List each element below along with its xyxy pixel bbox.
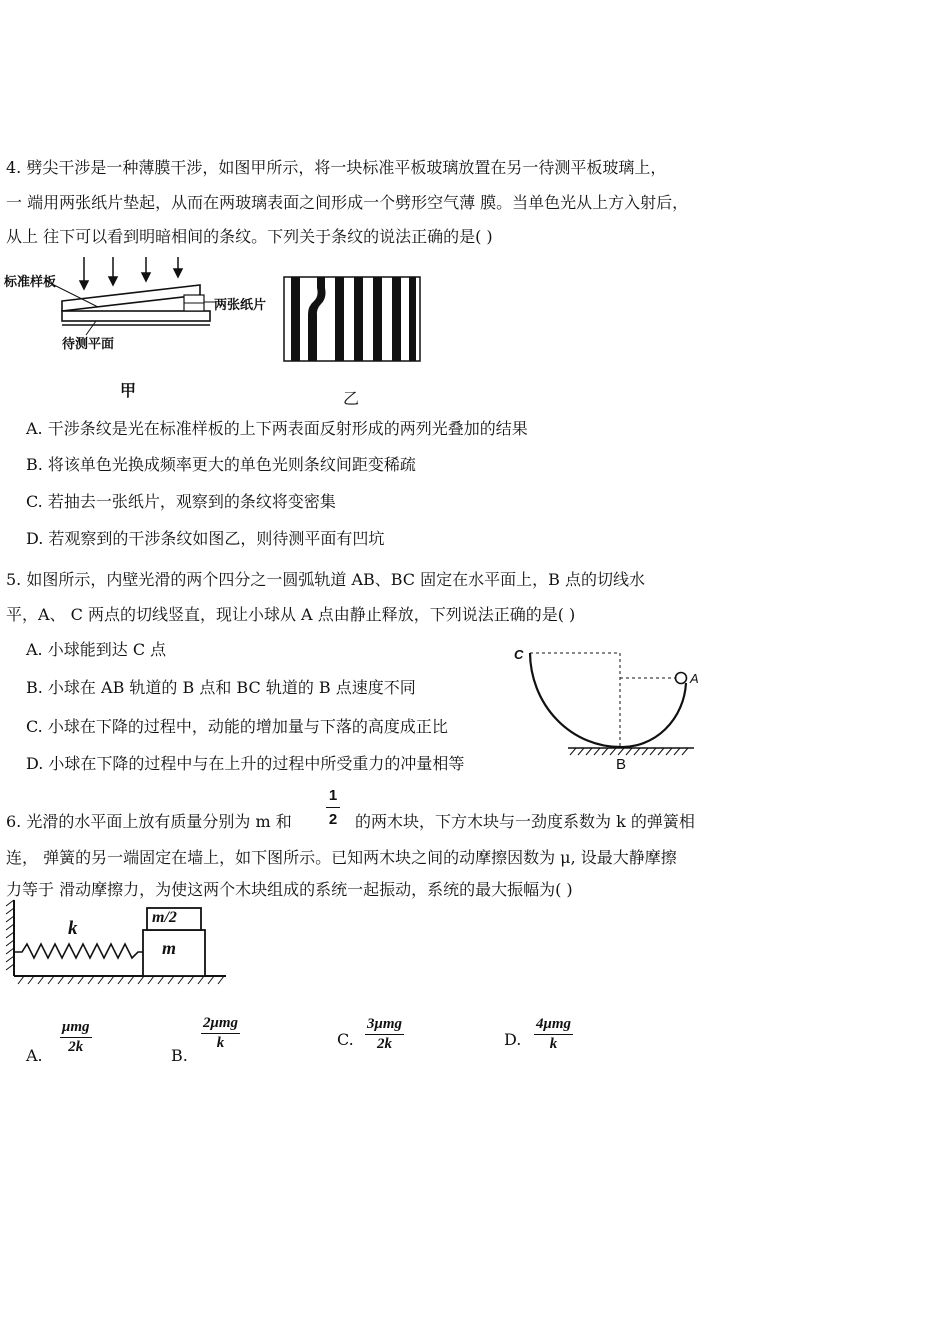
q6-option-c-den: 2k [377,1036,392,1052]
q5-stem-line-2: 平，A、 C 两点的切线竖直，现让小球从 A 点由静止释放，下列说法正确的是( ) [6,605,576,624]
q6-option-a-den: 2k [68,1039,84,1055]
q6-option-b-letter: B. [171,1046,188,1065]
q5-stem-line-1: 5. 如图所示，内壁光滑的两个四分之一圆弧轨道 AB、BC 固定在水平面上，B 点的切线水 [6,570,645,589]
q4-option-d: D. 若观察到的干涉条纹如图乙，则待测平面有凹坑 [26,529,385,548]
q6-option-b-den: k [216,1035,225,1051]
arc-track-diagram [524,645,694,760]
q6-option-a-letter: A. [26,1046,43,1065]
q5-option-a: A. 小球能到达 C 点 [26,640,167,659]
label-block-half-m: m/2 [152,909,177,926]
q6-stem-line-1a: 6. 光滑的水平面上放有质量分别为 m 和 [6,812,292,831]
q4-option-a: A. 干涉条纹是光在标准样板的上下两表面反射形成的两列光叠加的结果 [26,419,528,438]
q6-option-a-num: μmg [62,1019,90,1035]
spring-blocks-diagram [4,896,234,986]
q4-stem-line-1: 4. 劈尖干涉是一种薄膜干涉，如图甲所示，将一块标准平板玻璃放置在另一待测平板玻璃上， [6,158,667,177]
q6-option-a-fraction [60,1019,92,1056]
q4-option-b: B. 将该单色光换成频率更大的单色光则条纹间距变稀疏 [26,455,416,474]
q6-option-c-num: 3μmg [367,1016,403,1032]
label-point-c: C [514,647,524,662]
q6-option-b-num: 2μmg [203,1015,239,1031]
label-block-m: m [162,938,177,958]
fraction-one-half-den: 2 [328,811,338,828]
q6-option-d-fraction [534,1016,573,1053]
q4-stem-line-3: 从上 往下可以看到明暗相间的条纹。下列关于条纹的说法正确的是( ) [6,227,493,246]
q6-stem-line-3: 力等于 滑动摩擦力，为使这两个木块组成的系统一起振动，系统的最大振幅为( ) [6,880,573,899]
caption-jia: 甲 [120,381,137,400]
fraction-one-half-num: 1 [328,787,338,804]
label-test-surface: 待测平面 [62,337,115,352]
label-two-papers: 两张纸片 [214,298,267,313]
fringe-pattern [283,276,423,364]
q6-stem-line-2: 连， 弹簧的另一端固定在墙上，如下图所示。已知两木块之间的动摩擦因数为 μ, 设最大静摩擦 [6,848,677,867]
q6-option-d-letter: D. [504,1030,522,1049]
q6-option-d-num: 4μmg [536,1016,572,1032]
label-standard-plate: 标准样板 [4,275,57,290]
q6-option-b-fraction [201,1015,240,1052]
q5-option-d: D. 小球在下降的过程中与在上升的过程中所受重力的冲量相等 [26,754,465,773]
q6-option-d-den: k [549,1036,558,1052]
q5-option-c: C. 小球在下降的过程中，动能的增加量与下落的高度成正比 [26,717,448,736]
label-spring-k: k [68,918,78,939]
fraction-one-half [326,787,340,828]
q4-stem-line-2: 一 端用两张纸片垫起，从而在两玻璃表面之间形成一个劈形空气薄 膜。当单色光从上方入射后， [6,193,689,212]
q6-option-c-fraction [365,1016,404,1053]
q5-option-b: B. 小球在 AB 轨道的 B 点和 BC 轨道的 B 点速度不同 [26,678,416,697]
q6-option-c-letter: C. [337,1030,354,1049]
label-point-b: B [616,756,627,773]
label-point-a: A [690,671,699,686]
q4-option-c: C. 若抽去一张纸片，观察到的条纹将变密集 [26,492,336,511]
q6-stem-line-1b: 的两木块，下方木块与一劲度系数为 k 的弹簧相 [355,812,695,831]
caption-yi: 乙 [343,389,360,408]
